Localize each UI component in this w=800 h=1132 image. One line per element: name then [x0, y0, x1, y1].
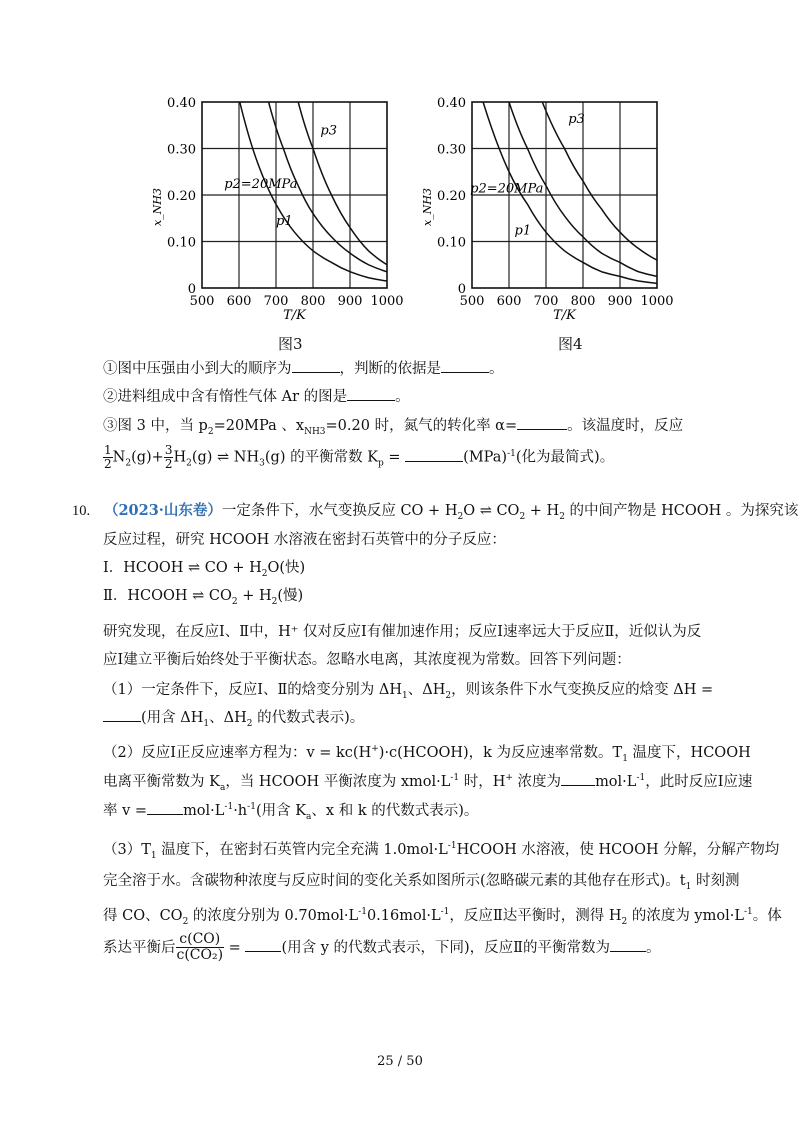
- subscript: 2: [457, 511, 464, 522]
- subquestion-2-line-2: [103, 770, 752, 793]
- question-text: 率 v =: [103, 803, 148, 819]
- subquestion-2-line-1: [103, 741, 751, 764]
- question-text: 。: [489, 361, 504, 377]
- answer-blank: [147, 800, 183, 815]
- equation-text: N: [112, 449, 126, 466]
- fraction-half: [103, 444, 113, 471]
- reaction-label: Ⅱ．: [103, 588, 128, 604]
- x-tick-label: 500: [189, 294, 215, 309]
- fraction-three-halves: [164, 444, 174, 471]
- question-text: (用含 y 的代数式表示，下同)，反应Ⅱ的平衡常数为: [281, 939, 611, 956]
- chart-figure-3: [145, 88, 404, 328]
- chart-figure-4: [415, 88, 674, 328]
- question-1-line: [103, 357, 504, 378]
- question-text: （2）反应Ⅰ正反应速率方程为：v = kc(H: [103, 745, 372, 761]
- equation-text: (MPa): [463, 449, 508, 466]
- question-text: 的浓度分别为 0.70mol·L: [188, 908, 359, 924]
- series-line-p3: [298, 102, 387, 265]
- question-text: mol·L: [595, 774, 637, 790]
- subquestion-3-line-3: [103, 904, 782, 927]
- subscript: 2: [261, 568, 268, 579]
- series-line-p3: [542, 102, 657, 260]
- x-tick-label: 1000: [640, 294, 674, 309]
- subscript: 1: [203, 718, 210, 729]
- subscript: 2: [621, 916, 628, 927]
- subquestion-1-line-1: [103, 678, 713, 701]
- figure-4-caption: 图4: [558, 335, 583, 353]
- x-tick-label: 600: [496, 294, 522, 309]
- equation-text: (化为最简式)。: [515, 449, 615, 466]
- page-number: 25 / 50: [377, 1054, 423, 1069]
- subscript: 1: [402, 690, 408, 701]
- question-text: 温度下，HCOOH: [627, 745, 751, 761]
- question-text: 时，H: [459, 774, 506, 790]
- question-text: 。该温度时，反应: [567, 418, 684, 434]
- x-axis-label: T/K: [283, 308, 306, 323]
- problem-10-line-1: [72, 499, 798, 522]
- question-text: （3）T: [103, 842, 151, 858]
- subscript: 1: [150, 850, 157, 861]
- fraction-numerator: c(CO): [176, 932, 225, 948]
- equation-text: (g)+: [131, 449, 164, 466]
- question-text: 电离平衡常数为 K: [103, 774, 220, 790]
- answer-blank: [292, 358, 340, 373]
- subscript: 2: [519, 511, 526, 522]
- series-label-p3: p3: [568, 111, 585, 127]
- y-tick-label: 0.10: [437, 235, 466, 251]
- subquestion-1-line-2: [103, 706, 364, 729]
- question-text: ，则该条件下水气变换反应的焓变 ΔH =: [451, 682, 714, 698]
- fraction-numerator: 3: [164, 443, 173, 457]
- equation-text: H: [173, 449, 187, 466]
- question-text: =: [224, 939, 246, 956]
- question-3-line: [103, 414, 683, 437]
- subscript: 2: [186, 458, 192, 469]
- figure-3-caption: 图3: [278, 335, 303, 353]
- problem-text: + H: [525, 503, 560, 519]
- question-text: ·h: [233, 803, 248, 819]
- series-label-p1: p1: [514, 223, 532, 239]
- question-text: 的代数式表示)。: [252, 710, 365, 726]
- problem-text: 的中间产物是 HCOOH 。为探究该: [564, 503, 799, 519]
- equation-text: (g) ⇌ NH: [191, 449, 260, 466]
- question-text: 、ΔH: [407, 682, 446, 698]
- superscript: -1: [636, 773, 646, 784]
- equilibrium-equation-line: [103, 444, 614, 471]
- subscript: 2: [207, 426, 214, 437]
- question-text: )·c(HCOOH)，k 为反应速率常数。T: [378, 745, 623, 761]
- y-axis-label: x_NH3: [421, 188, 434, 226]
- question-text: 。: [646, 939, 661, 956]
- fraction-denominator: 2: [104, 457, 112, 472]
- paragraph-line: 研究发现，在反应Ⅰ、Ⅱ中，H⁺ 仅对反应Ⅰ有催加速作用；反应Ⅰ速率远大于反应Ⅱ，近似认为反: [103, 624, 702, 640]
- y-tick-label: 0.40: [437, 96, 466, 111]
- y-tick-label: 0: [457, 282, 466, 297]
- question-text: 系达平衡后: [103, 939, 176, 956]
- answer-blank: [517, 415, 567, 430]
- problem-text: 一定条件下，水气变换反应 CO + H: [221, 503, 458, 519]
- subquestion-3-line-1: [103, 838, 779, 861]
- superscript: +: [505, 773, 513, 784]
- reaction-text: O(快): [267, 560, 306, 576]
- answer-blank: [103, 707, 141, 722]
- question-text: 完全溶于水。含碳物种浓度与反应时间的变化关系如图所示(忽略碳元素的其他存在形式)。t: [103, 873, 686, 889]
- y-tick-label: 0.10: [167, 235, 196, 251]
- subscript: 3: [259, 458, 265, 469]
- equation-text: (g) 的平衡常数 K: [264, 449, 379, 466]
- answer-blank: [610, 937, 646, 952]
- y-axis-label: x_NH3: [151, 188, 164, 226]
- question-text: ③图 3 中，当 p: [103, 418, 208, 434]
- x-tick-label: 1000: [370, 294, 404, 309]
- answer-blank: [405, 447, 463, 462]
- question-text: 。: [395, 389, 410, 405]
- answer-blank: [347, 386, 395, 401]
- problem-10-line-2: 反应过程，研究 HCOOH 水溶液在密封石英管中的分子反应：: [103, 532, 506, 548]
- series-label-p2: p2=20MPa: [224, 177, 298, 193]
- x-tick-label: 500: [459, 294, 485, 309]
- question-text: ②进料组成中含有惰性气体 Ar 的图是: [103, 389, 348, 405]
- fraction-denominator: 2: [164, 457, 173, 472]
- subscript: 2: [231, 596, 238, 607]
- subscript: p: [378, 458, 384, 469]
- reaction-text: + H: [237, 588, 272, 604]
- subscript: 2: [559, 511, 565, 522]
- question-text: 。体: [752, 908, 782, 924]
- superscript: -1: [440, 907, 450, 918]
- question-text: HCOOH 水溶液，使 HCOOH 分解，分解产物均: [456, 842, 780, 858]
- subscript: a: [306, 811, 312, 822]
- answer-blank: [441, 358, 489, 373]
- superscript: -1: [450, 773, 460, 784]
- x-tick-label: 800: [300, 294, 326, 309]
- superscript: +: [371, 744, 379, 755]
- question-text: =20MPa 、x: [213, 418, 305, 434]
- question-text: 得 CO、CO: [103, 908, 183, 924]
- x-tick-label: 900: [337, 294, 363, 309]
- y-tick-label: 0.30: [437, 142, 466, 158]
- x-tick-label: 700: [533, 294, 559, 309]
- subscript: NH: [304, 426, 320, 437]
- subscript: 2: [182, 916, 189, 927]
- reaction-text: (慢): [277, 588, 304, 604]
- y-tick-label: 0.40: [167, 96, 196, 111]
- subscript: 2: [125, 458, 132, 469]
- equation-text: =: [383, 449, 406, 466]
- question-text: ，反应Ⅱ达平衡时，测得 H: [449, 908, 622, 924]
- x-tick-label: 600: [226, 294, 252, 309]
- superscript: -1: [447, 841, 457, 852]
- reaction-2: [103, 584, 303, 607]
- subquestion-3-line-2: [103, 869, 739, 892]
- subscript: a: [219, 782, 226, 793]
- question-text: 浓度为: [512, 774, 562, 790]
- superscript: -1: [743, 907, 753, 918]
- question-text: 0.16mol·L: [366, 908, 441, 924]
- x-axis-label: T/K: [553, 308, 576, 323]
- subscript: 1: [622, 753, 628, 764]
- series-label-p2: p2=20MPa: [470, 181, 544, 197]
- paragraph-line: 应Ⅰ建立平衡后始终处于平衡状态。忽略水电离，其浓度视为常数。回答下列问题：: [103, 652, 631, 668]
- question-text: 、ΔH: [209, 710, 247, 726]
- y-tick-label: 0.20: [167, 189, 196, 204]
- series-label-p3: p3: [320, 123, 337, 139]
- question-text: (用含 ΔH: [141, 710, 204, 726]
- question-text: mol·L: [183, 803, 225, 819]
- reaction-label: Ⅰ．: [103, 560, 124, 576]
- x-tick-label: 700: [263, 294, 289, 309]
- answer-blank: [561, 771, 595, 786]
- question-text: =0.20 时，氮气的转化率 α=: [325, 418, 518, 434]
- question-2-line: [103, 385, 410, 406]
- y-tick-label: 0.30: [167, 142, 196, 158]
- question-text: ，此时反应Ⅰ应速: [645, 774, 753, 790]
- reaction-1: [103, 556, 305, 579]
- subquestion-3-line-4: [103, 932, 661, 964]
- subscript: 2: [271, 596, 278, 607]
- subquestion-2-line-3: [103, 799, 478, 822]
- series-label-p1: p1: [276, 214, 293, 230]
- fraction-numerator: 1: [104, 443, 112, 457]
- question-text: 温度下，在密封石英管内完全充满 1.0mol·L: [156, 842, 448, 858]
- x-tick-label: 900: [607, 294, 633, 309]
- source-tag: （2023·山东卷）: [103, 502, 222, 519]
- subscript: 2: [445, 690, 452, 701]
- question-text: （1）一定条件下，反应Ⅰ、Ⅱ的焓变分别为 ΔH: [103, 682, 403, 698]
- question-text: 、x 和 k 的代数式表示)。: [311, 803, 479, 819]
- superscript: -1: [247, 802, 256, 813]
- reaction-text: HCOOH ⇌ CO: [127, 588, 232, 604]
- question-text: ①图中压强由小到大的顺序为: [103, 361, 292, 377]
- question-text: 时刻测: [691, 873, 740, 889]
- y-tick-label: 0: [187, 282, 196, 297]
- reaction-text: HCOOH ⇌ CO + H: [123, 560, 262, 576]
- problem-text: O ⇌ CO: [463, 503, 520, 519]
- answer-blank: [245, 937, 281, 952]
- superscript: -1: [358, 907, 367, 918]
- question-text: ，当 HCOOH 平衡浓度为 xmol·L: [225, 774, 451, 790]
- superscript: -1: [507, 448, 516, 459]
- fraction-denominator: c(CO₂): [176, 947, 224, 964]
- question-text: 的浓度为 ymol·L: [627, 908, 744, 924]
- superscript: -1: [224, 802, 234, 813]
- problem-number: 10.: [72, 503, 91, 519]
- y-tick-label: 0.20: [437, 189, 466, 204]
- subscript: 1: [685, 881, 692, 892]
- subscript: 3: [319, 426, 326, 437]
- subscript: 2: [246, 718, 253, 729]
- question-text: ，判断的依据是: [339, 361, 441, 377]
- question-text: (用含 K: [255, 803, 307, 819]
- fraction-co-ratio: [176, 932, 225, 964]
- x-tick-label: 800: [570, 294, 596, 309]
